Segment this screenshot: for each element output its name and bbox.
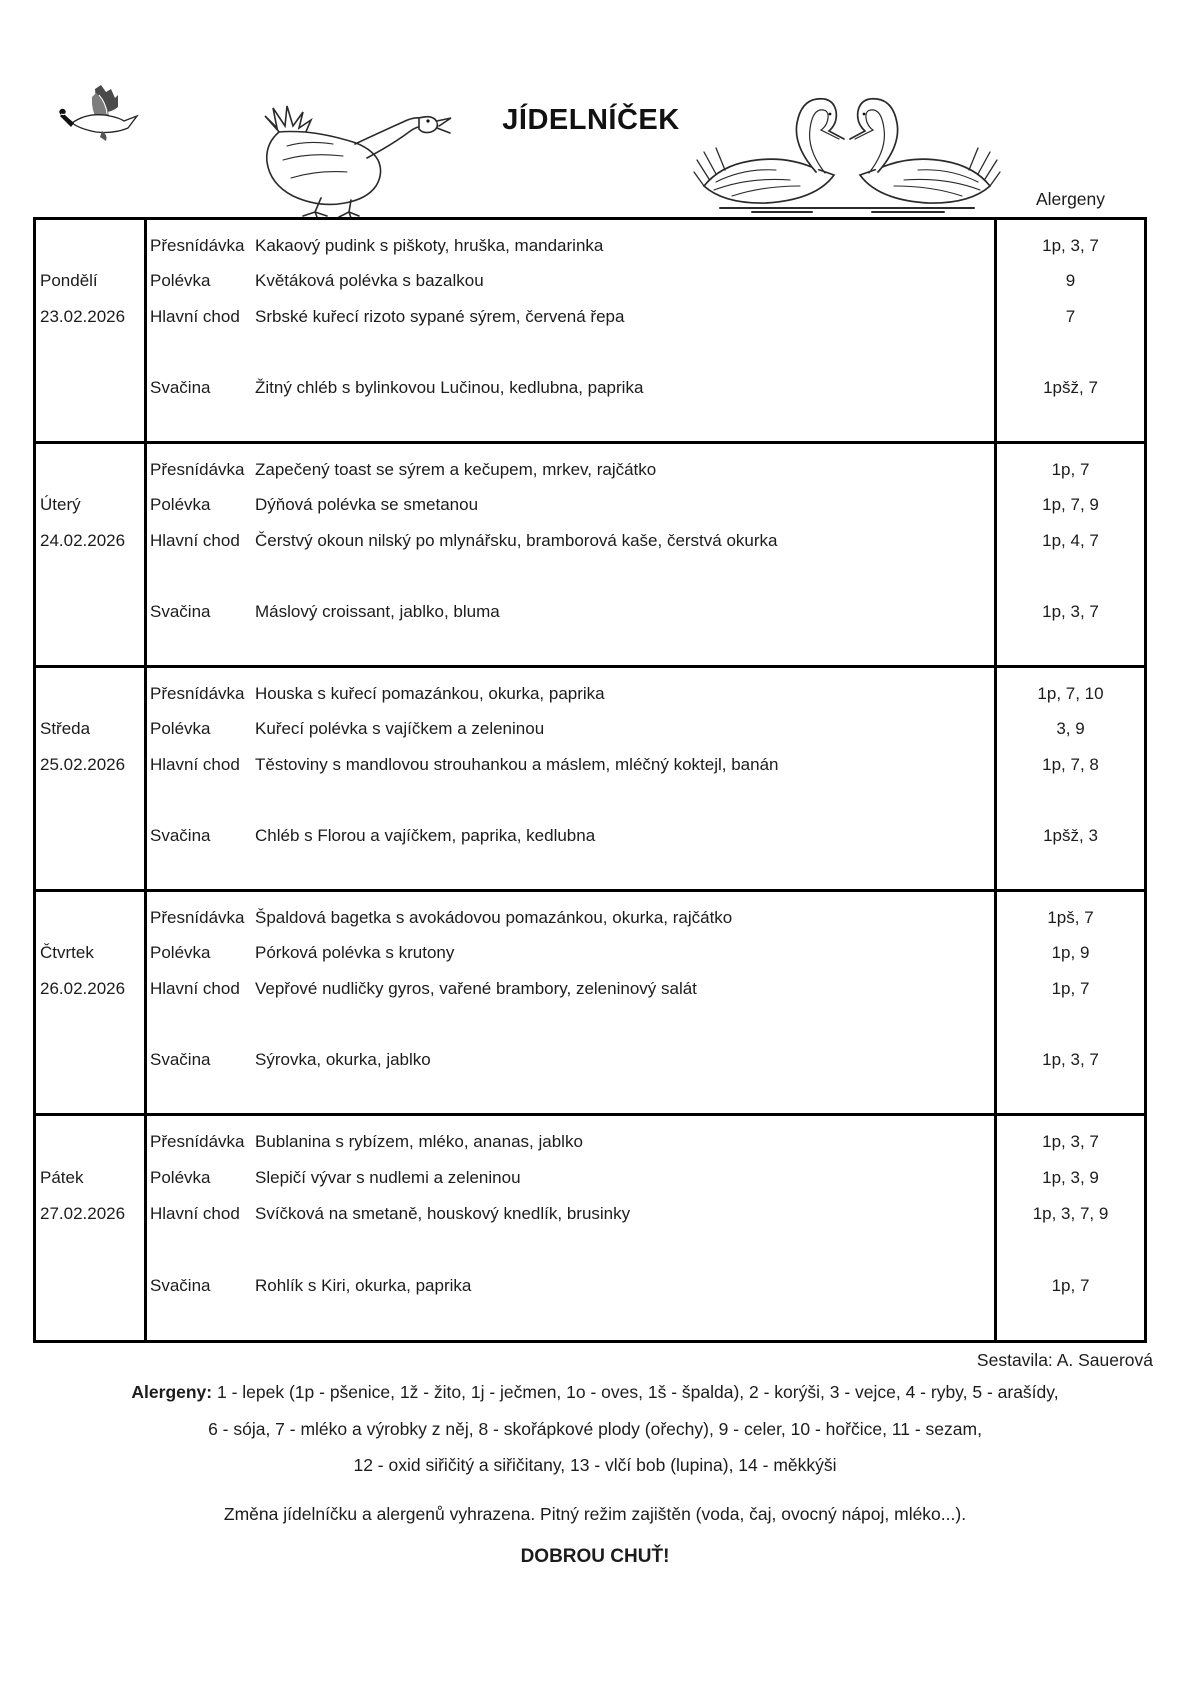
meal-description: Těstoviny s mandlovou strouhankou a máslem, mléčný koktejl, banán [255, 754, 779, 774]
meal-row [150, 1196, 994, 1232]
meal-type: Polévka [150, 271, 211, 291]
meals-cell [147, 220, 994, 441]
allergen-legend-line-3: 12 - oxid siřičitý a siřičitany, 13 - vlčí bob (lupina), 14 - měkkýši [353, 1455, 837, 1475]
meal-type: Svačina [150, 1276, 211, 1295]
meal-type: Hlavní chod [150, 530, 240, 550]
meal-description: Pórková polévka s krutony [255, 943, 455, 963]
meal-type: Přesnídávka [150, 235, 245, 255]
allergen-codes: 1p, 4, 7 [1042, 530, 1099, 550]
meal-type: Přesnídávka [150, 907, 245, 927]
meal-description: Vepřové nudličky gyros, vařené brambory, zeleninový salát [255, 978, 697, 998]
page-title: JÍDELNÍČEK [502, 104, 680, 136]
meal-description: Květáková polévka s bazalkou [255, 271, 484, 291]
meal-type: Svačina [150, 825, 211, 845]
meal-type: Hlavní chod [150, 306, 240, 326]
meal-type: Svačina [150, 377, 211, 397]
meal-row [150, 228, 994, 264]
allergen-codes: 1p, 9 [1051, 943, 1090, 963]
meal-row [150, 747, 994, 783]
meal-row [150, 712, 994, 748]
allergens-cell [994, 892, 1144, 1113]
meal-description: Houska s kuřecí pomazánkou, okurka, paprika [255, 683, 605, 703]
meals-cell [147, 892, 994, 1113]
meal-row [150, 1268, 994, 1304]
meal-row [150, 936, 994, 972]
meal-description: Špaldová bagetka s avokádovou pomazánkou, okurka, rajčátko [255, 907, 733, 927]
meal-description: Kuřecí polévka s vajíčkem a zeleninou [255, 719, 545, 739]
allergen-legend-label: Alergeny: [131, 1382, 213, 1402]
allergen-codes: 9 [1065, 271, 1076, 291]
allergens-cell [994, 444, 1144, 665]
allergen-codes: 1p, 3, 7 [1042, 1132, 1099, 1151]
allergen-codes: 1p, 7, 9 [1042, 495, 1099, 515]
allergen-codes: 1p, 3, 7 [1042, 235, 1099, 255]
meal-row [150, 452, 994, 488]
allergen-legend-text: 1 - lepek (1p - pšenice, 1ž - žito, 1j - ječmen, 1o - oves, 1š - špalda), 2 - korýši, 3 - vejce, 4 - ryby, 5 - arašídy, [212, 1382, 1059, 1402]
allergen-codes: 1pšž, 3 [1043, 825, 1098, 845]
allergen-codes: 1pš, 7 [1047, 907, 1094, 927]
meal-description: Slepičí vývar s nudlemi a zeleninou [255, 1168, 521, 1187]
meal-type: Svačina [150, 1049, 211, 1069]
meal-row [150, 299, 994, 335]
meals-cell [147, 444, 994, 665]
allergen-codes: 1p, 3, 7 [1042, 1049, 1099, 1069]
allergen-codes: 1p, 3, 7 [1042, 601, 1099, 621]
meal-type: Přesnídávka [150, 459, 245, 479]
meal-type: Hlavní chod [150, 754, 240, 774]
day-name: Středa [40, 719, 91, 739]
meal-row [150, 264, 994, 300]
allergen-codes: 1p, 7, 8 [1042, 754, 1099, 774]
meal-description: Dýňová polévka se smetanou [255, 495, 479, 515]
day-cell [36, 220, 147, 441]
day-block-thursday [36, 892, 1144, 1116]
meal-description: Máslový croissant, jablko, bluma [255, 601, 500, 621]
meal-type: Přesnídávka [150, 683, 245, 703]
allergens-cell [994, 1116, 1144, 1340]
allergens-column-header: Alergeny [1035, 189, 1106, 209]
meal-description: Kakaový pudink s piškoty, hruška, mandarinka [255, 235, 604, 255]
meal-row [150, 488, 994, 524]
meal-type: Hlavní chod [150, 978, 240, 998]
meal-description: Svíčková na smetaně, houskový knedlík, brusinky [255, 1204, 631, 1223]
meal-type: Polévka [150, 943, 211, 963]
compiled-by: Sestavila: A. Sauerová [976, 1350, 1153, 1370]
meals-cell [147, 1116, 994, 1340]
meal-type: Svačina [150, 601, 211, 621]
allergen-codes: 1p, 7 [1051, 978, 1090, 998]
allergen-codes: 1p, 7 [1051, 459, 1090, 479]
allergen-codes: 3, 9 [1056, 719, 1085, 739]
meal-description: Bublanina s rybízem, mléko, ananas, jablko [255, 1132, 583, 1151]
day-name: Pátek [40, 1168, 84, 1187]
day-block-monday [36, 220, 1144, 444]
allergens-cell [994, 220, 1144, 441]
meal-type: Polévka [150, 719, 211, 739]
meal-description: Srbské kuřecí rizoto sypané sýrem, červená řepa [255, 306, 625, 326]
meal-row [150, 900, 994, 936]
day-block-friday [36, 1116, 1144, 1340]
meal-description: Zapečený toast se sýrem a kečupem, mrkev, rajčátko [255, 459, 657, 479]
weekly-menu-table [33, 217, 1147, 1343]
bon-appetit-text: DOBROU CHUŤ! [520, 1546, 670, 1567]
meal-description: Čerstvý okoun nilský po mlynářsku, bramborová kaše, čerstvá okurka [255, 530, 778, 550]
swans-heart-image [692, 82, 1002, 214]
meal-row [150, 1042, 994, 1078]
allergens-cell [994, 668, 1144, 889]
meal-row [150, 523, 994, 559]
meal-description: Rohlík s Kiri, okurka, paprika [255, 1276, 472, 1295]
day-cell [36, 444, 147, 665]
allergen-legend-line-1 [0, 1382, 1190, 1403]
day-cell [36, 1116, 147, 1340]
day-name: Úterý [40, 495, 81, 515]
day-cell [36, 668, 147, 889]
allergen-codes: 7 [1065, 306, 1076, 326]
meal-description: Žitný chléb s bylinkovou Lučinou, kedlubna, paprika [255, 377, 644, 397]
allergen-codes: 1p, 7 [1051, 1276, 1090, 1295]
meal-row [150, 818, 994, 854]
meal-type: Přesnídávka [150, 1132, 245, 1151]
meal-description: Sýrovka, okurka, jablko [255, 1049, 431, 1069]
day-date: 23.02.2026 [40, 306, 126, 326]
day-name: Čtvrtek [40, 943, 94, 963]
day-block-wednesday [36, 668, 1144, 892]
meal-row [150, 370, 994, 406]
allergen-codes: 1p, 3, 9 [1042, 1168, 1099, 1187]
day-date: 24.02.2026 [40, 530, 126, 550]
meal-row [150, 594, 994, 630]
allergen-legend-line-2: 6 - sója, 7 - mléko a výrobky z něj, 8 - skořápkové plody (ořechy), 9 - celer, 10 - hořčice, 11 - sezam, [208, 1419, 982, 1439]
day-block-tuesday [36, 444, 1144, 668]
day-date: 26.02.2026 [40, 978, 126, 998]
meal-row [150, 1124, 994, 1160]
meal-type: Polévka [150, 495, 211, 515]
meals-cell [147, 668, 994, 889]
allergen-codes: 1p, 7, 10 [1037, 683, 1104, 703]
day-date: 27.02.2026 [40, 1204, 126, 1223]
day-date: 25.02.2026 [40, 754, 126, 774]
meal-type: Hlavní chod [150, 1204, 240, 1223]
day-cell [36, 892, 147, 1113]
meal-row [150, 676, 994, 712]
allergen-codes: 1p, 3, 7, 9 [1032, 1204, 1109, 1223]
meal-description: Chléb s Florou a vajíčkem, paprika, kedlubna [255, 825, 596, 845]
allergen-codes: 1pšž, 7 [1043, 377, 1098, 397]
meal-type: Polévka [150, 1168, 211, 1187]
day-name: Pondělí [40, 271, 98, 291]
meal-row [150, 971, 994, 1007]
meal-row [150, 1160, 994, 1196]
menu-change-note: Změna jídelníčku a alergenů vyhrazena. Pitný režim zajištěn (voda, čaj, ovocný nápoj, mléko...). [223, 1504, 967, 1524]
